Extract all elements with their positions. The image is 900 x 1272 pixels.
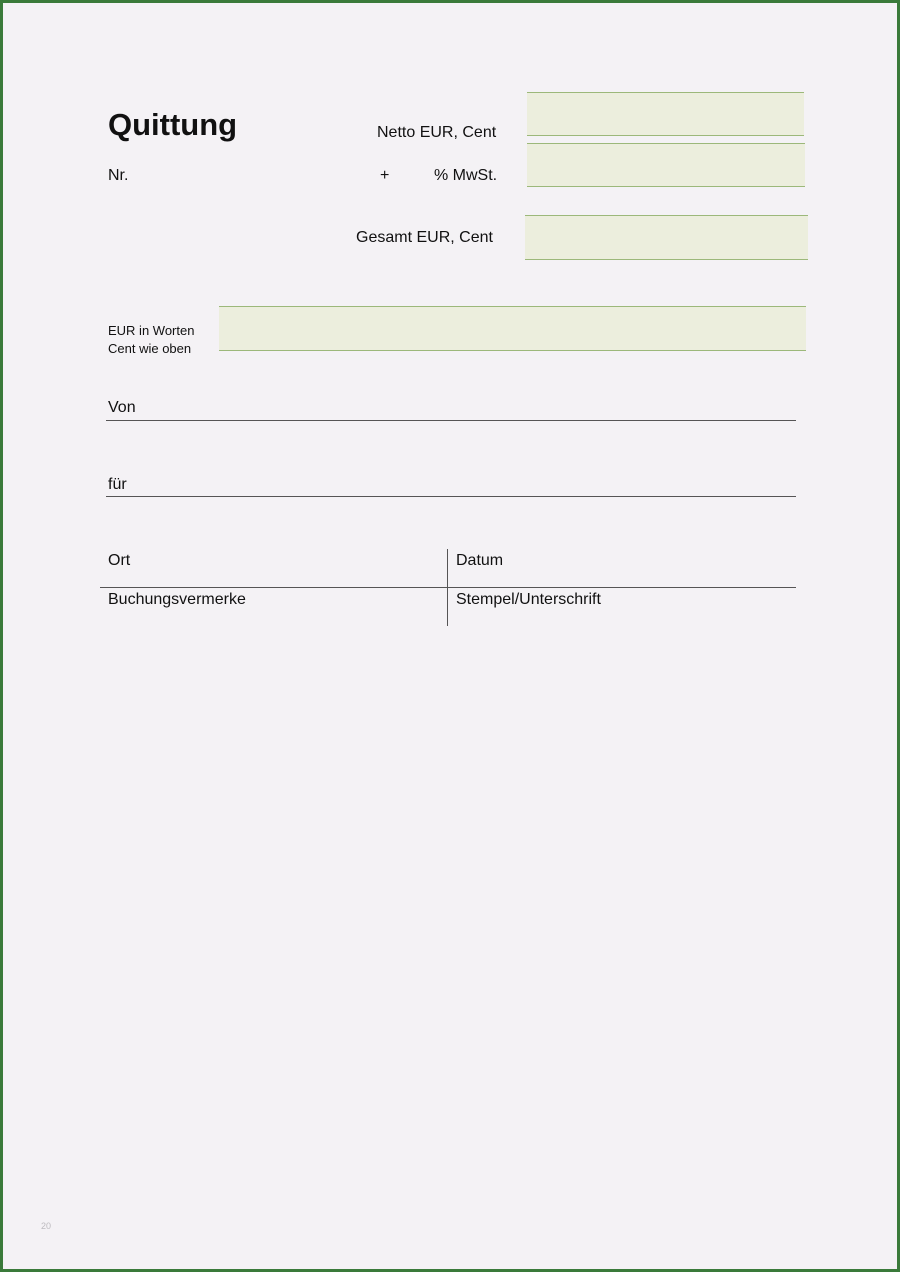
place-date-line xyxy=(100,587,796,588)
words-label-line1: EUR in Worten xyxy=(108,323,195,338)
plus-sign: + xyxy=(380,167,390,184)
for-label: für xyxy=(108,476,127,493)
receipt-number-label: Nr. xyxy=(108,167,129,184)
net-amount-field[interactable] xyxy=(527,92,804,136)
vat-label: % MwSt. xyxy=(434,167,498,184)
column-divider xyxy=(447,549,448,626)
from-label: Von xyxy=(108,399,136,416)
page-number: 20 xyxy=(41,1221,52,1231)
receipt-title: Quittung xyxy=(108,107,238,142)
total-amount-field[interactable] xyxy=(525,215,808,260)
total-amount-label: Gesamt EUR, Cent xyxy=(356,229,493,246)
vat-field[interactable] xyxy=(527,143,805,187)
stamp-signature-label: Stempel/Unterschrift xyxy=(456,591,601,608)
booking-notes-label: Buchungsvermerke xyxy=(108,591,246,608)
words-label-line2: Cent wie oben xyxy=(108,341,192,356)
net-amount-label: Netto EUR, Cent xyxy=(377,124,497,141)
place-label: Ort xyxy=(108,552,131,569)
from-line[interactable] xyxy=(106,420,796,421)
date-label: Datum xyxy=(456,552,504,569)
for-line[interactable] xyxy=(106,496,796,497)
amount-in-words-field[interactable] xyxy=(219,306,806,351)
